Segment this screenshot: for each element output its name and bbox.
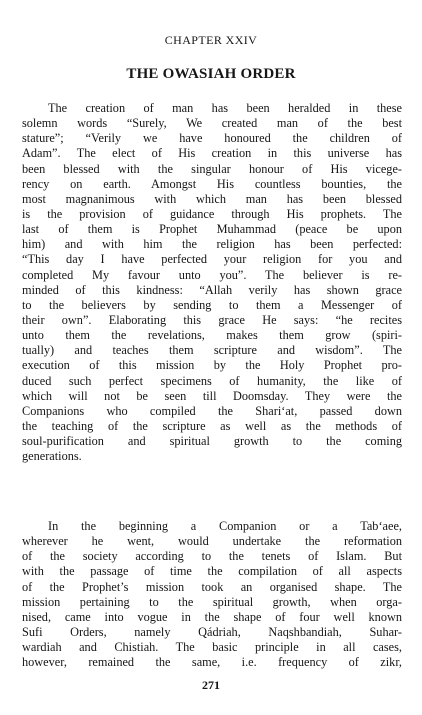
page-number: 271 — [202, 678, 220, 692]
text-line: last of them is Prophet Muhammad (peace be upon — [22, 222, 402, 237]
text-line: wherever he went, would undertake the reformation — [22, 534, 402, 549]
text-line: rency on earth. Amongst His countless bounties, the — [22, 176, 402, 191]
text-line: however, remained the same, i.e. frequency of zikr, — [22, 655, 402, 670]
text-line: execution of this mission by the Holy Prophet pro- — [22, 358, 402, 373]
text-line: generations. — [22, 449, 82, 464]
text-line: duced such perfect specimens of humanity, the like of — [22, 373, 402, 388]
text-line: minded of this kindness: “Allah verily has shown grace — [22, 282, 402, 297]
text-line: with the passage of time the compilation of all aspects — [22, 564, 402, 579]
text-line: soul-purification and spiritual growth to the coming — [22, 434, 402, 449]
text-line: wardiah and Chistiah. The basic principle in all cases, — [22, 640, 402, 655]
text-line: completed My favour unto you”. The believer is re- — [22, 267, 402, 282]
text-line: In the beginning a Companion or a Tab‘aee, — [48, 519, 402, 533]
text-line: to the believers by sending to them a Messenger of — [22, 297, 402, 312]
text-line: him) and with him the religion has been perfected: — [22, 237, 402, 252]
paragraph-2 — [22, 519, 402, 670]
paragraph-1 — [22, 101, 402, 464]
chapter-title: THE OWASIAH ORDER — [126, 66, 296, 82]
text-line: is the provision of guidance through His prophets. The — [22, 206, 402, 221]
text-line: Companions who compiled the Shari‘at, passed down — [22, 403, 402, 418]
text-line: been blessed with the singular honour of His vicege- — [22, 161, 402, 176]
text-line: nised, came into vogue in the shape of four well known — [22, 609, 402, 624]
text-line: Sufi Orders, namely Qádriah, Naqshbandiah, Suhar- — [22, 624, 402, 639]
text-line: their own”. Elaborating this grace He says: “he recites — [22, 312, 402, 327]
chapter-number: CHAPTER XXIV — [164, 33, 258, 47]
text-line: the teaching of the scripture as well as the methods of — [22, 418, 402, 433]
text-line: most magnanimous with which man has been blessed — [22, 191, 402, 206]
text-line: unto them the revelations, makes them grow (spiri- — [22, 328, 402, 343]
text-line: of the society according to the tenets of Islam. But — [22, 549, 402, 564]
text-line: Adam”. The elect of His creation in this universe has — [22, 146, 402, 161]
text-line: mission pertaining to the spiritual growth, when orga- — [22, 594, 402, 609]
text-line: stature”; “Verily we have honoured the children of — [22, 131, 402, 146]
text-line: “This day I have perfected your religion for you and — [22, 252, 402, 267]
text-line: which will not be seen till Doomsday. They were the — [22, 388, 402, 403]
text-line: solemn words “Surely, We created man of the best — [22, 116, 402, 131]
text-line: tually) and teaches them scripture and wisdom”. The — [22, 343, 402, 358]
text-line: The creation of man has been heralded in these — [48, 101, 402, 115]
text-line: of the Prophet’s mission took an organised shape. The — [22, 579, 402, 594]
